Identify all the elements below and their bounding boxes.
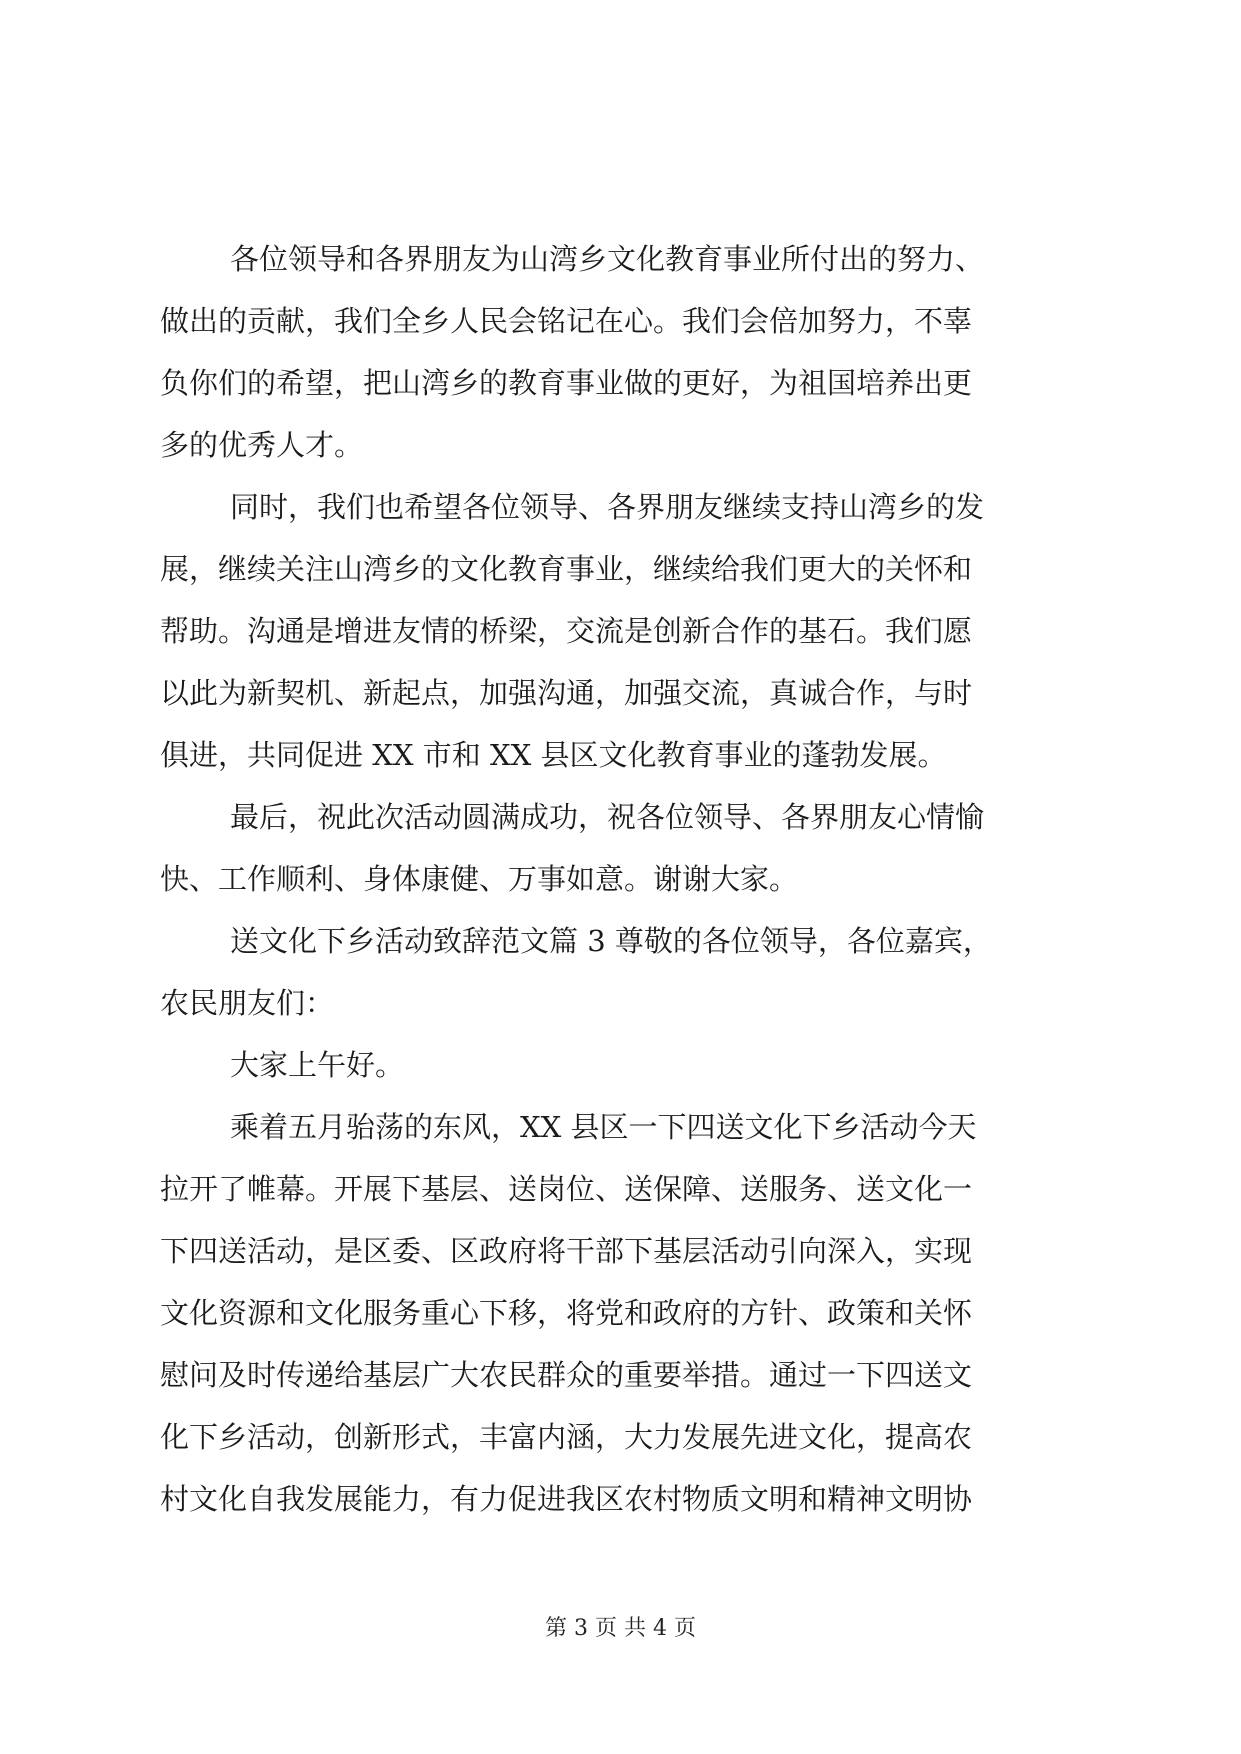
text-line-6: 展，继续关注山湾乡的文化教育事业，继续给我们更大的关怀和: [160, 552, 973, 586]
text-line-16: 拉开了帷幕。开展下基层、送岗位、送保障、送服务、送文化一: [160, 1172, 973, 1206]
text-line-2: 做出的贡献，我们全乡人民会铭记在心。我们会倍加努力，不辜: [160, 304, 973, 338]
text-line-18: 文化资源和文化服务重心下移，将党和政府的方针、政策和关怀: [160, 1296, 973, 1330]
text-line-21: 村文化自我发展能力，有力促进我区农村物质文明和精神文明协: [160, 1482, 973, 1516]
text-line-20: 化下乡活动，创新形式，丰富内涵，大力发展先进文化，提高农: [160, 1420, 973, 1454]
text-line-13: 农民朋友们：: [160, 986, 335, 1020]
text-line-15: 乘着五月骀荡的东风，XX 县区一下四送文化下乡活动今天: [230, 1110, 977, 1144]
page-footer: [0, 1614, 1241, 1644]
text-line-17: 下四送活动，是区委、区政府将干部下基层活动引向深入，实现: [160, 1234, 973, 1268]
text-line-7: 帮助。沟通是增进友情的桥梁，交流是创新合作的基石。我们愿: [160, 614, 973, 648]
text-line-11: 快、工作顺利、身体康健、万事如意。谢谢大家。: [160, 862, 799, 896]
text-line-12: 送文化下乡活动致辞范文篇 3 尊敬的各位领导，各位嘉宾，: [230, 924, 992, 958]
text-line-4: 多的优秀人才。: [160, 428, 364, 462]
text-line-5: 同时，我们也希望各位领导、各界朋友继续支持山湾乡的发: [230, 490, 985, 524]
text-line-1: 各位领导和各界朋友为山湾乡文化教育事业所付出的努力、: [230, 242, 985, 276]
text-line-3: 负你们的希望，把山湾乡的教育事业做的更好，为祖国培养出更: [160, 366, 973, 400]
text-line-9: 俱进，共同促进 XX 市和 XX 县区文化教育事业的蓬勃发展。: [160, 738, 947, 772]
body-text: [160, 228, 1080, 1530]
text-line-8: 以此为新契机、新起点，加强沟通，加强交流，真诚合作，与时: [160, 676, 973, 710]
text-line-19: 慰问及时传递给基层广大农民群众的重要举措。通过一下四送文: [160, 1358, 973, 1392]
text-line-10: 最后，祝此次活动圆满成功，祝各位领导、各界朋友心情愉: [230, 800, 985, 834]
text-line-14: 大家上午好。: [230, 1048, 405, 1082]
page-number-label: 第 3 页 共 4 页: [545, 1616, 696, 1641]
